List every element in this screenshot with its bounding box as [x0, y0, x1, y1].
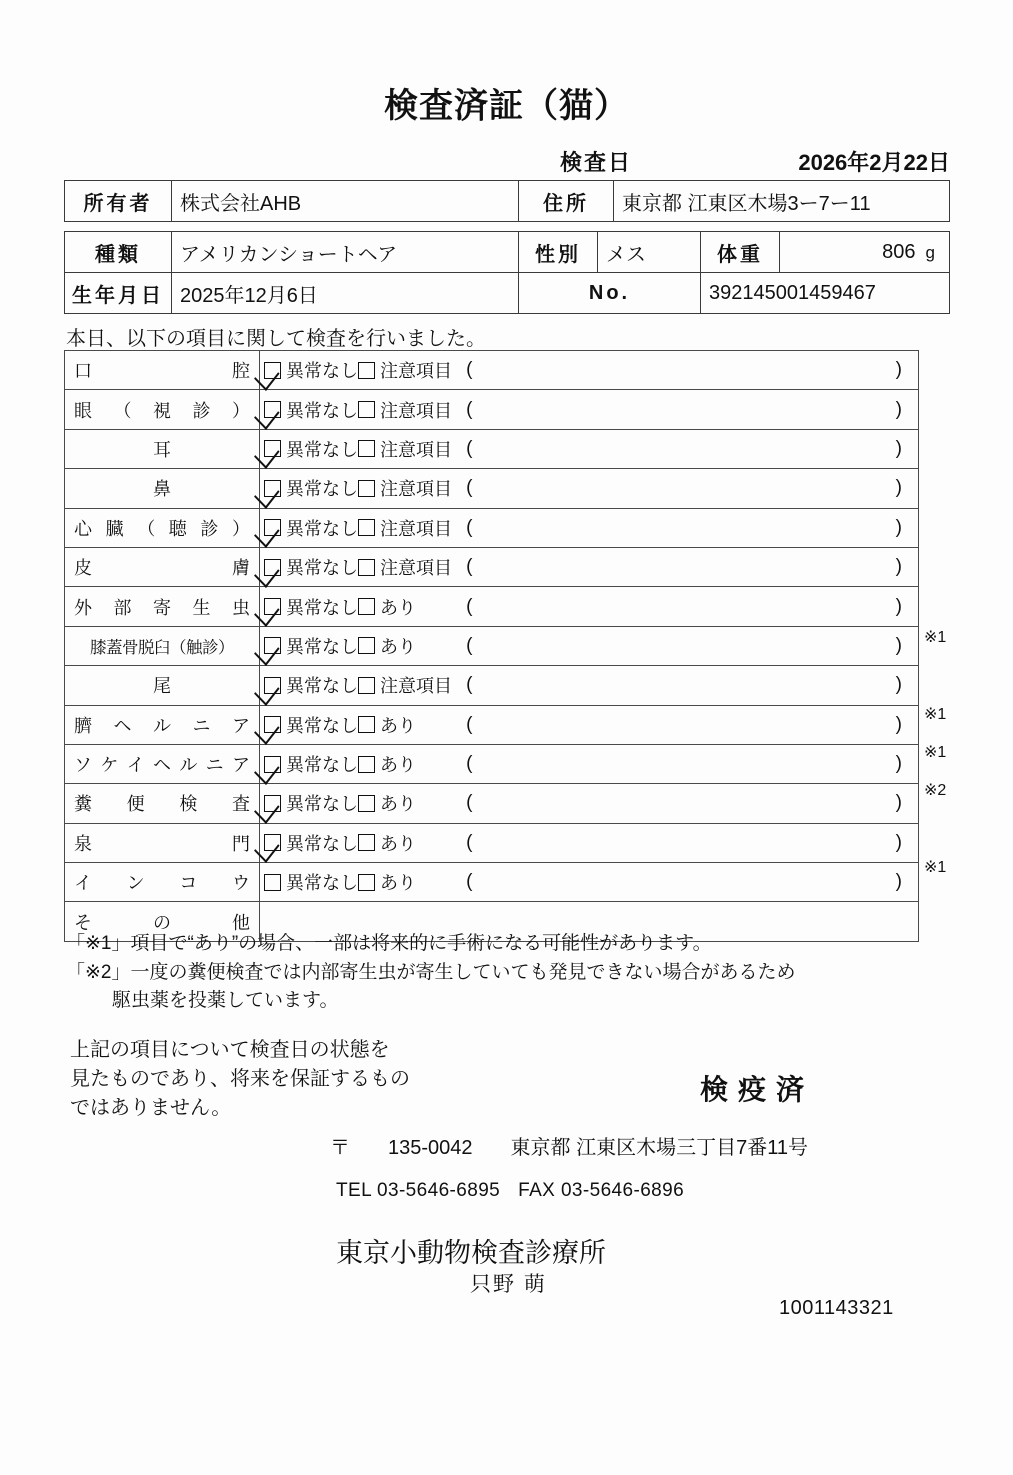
checklist-item-label: イ ン コ ウ — [74, 873, 250, 894]
checklist-option-a-label: 異常なし — [286, 755, 358, 776]
checklist-item-label-cell — [65, 784, 260, 823]
intro-sentence: 本日、以下の項目に関して検査を行いました。 — [66, 328, 486, 350]
animal-table — [64, 231, 950, 314]
checklist-note-marker — [924, 887, 994, 925]
checklist-item-options-cell — [260, 784, 919, 823]
remark-paren-close: ) — [895, 674, 902, 696]
checkmark-icon[interactable] — [264, 440, 281, 457]
reference-number: 1001143321 — [779, 1297, 894, 1319]
remark-paren-close: ) — [895, 634, 902, 656]
remark-paren-close: ) — [895, 398, 902, 420]
checklist-item-label: 臍 ヘ ル ニ ア — [74, 715, 250, 736]
table-row — [65, 181, 950, 222]
checklist-item-options-cell — [260, 863, 919, 902]
remark-paren-open: ( — [466, 753, 473, 775]
checklist-item-label-cell — [65, 863, 260, 902]
checklist-item-label: 皮 膚 — [74, 558, 250, 579]
checklist-row — [65, 547, 919, 586]
checklist-item-options-cell — [260, 390, 919, 429]
checklist-note-marker — [924, 542, 994, 580]
checkbox-icon[interactable] — [358, 559, 375, 576]
footnote-line-1: 「※1」項目で“あり”の場合、一部は将来的に手術になる可能性があります。 — [66, 933, 712, 954]
checklist-row — [65, 429, 919, 468]
normal-option[interactable] — [264, 751, 358, 777]
checklist-item-label-cell — [65, 626, 260, 665]
table-row — [65, 273, 950, 314]
address-value: 東京都 江東区木場3ー7ー11 — [614, 181, 950, 222]
clinic-fax: FAX 03-5646-6896 — [518, 1180, 685, 1201]
disclaimer-line-2: 見たものであり、将来を保証するもの — [70, 1068, 410, 1090]
checkbox-icon[interactable] — [358, 480, 375, 497]
checklist-option-b-label: 注意項目 — [380, 558, 452, 579]
checklist-item-label-cell — [65, 705, 260, 744]
finding-option[interactable] — [358, 397, 462, 423]
footnotes — [66, 930, 946, 1016]
checkmark-icon[interactable] — [264, 598, 281, 615]
checklist-item-options-cell — [260, 508, 919, 547]
checklist-option-a-label: 異常なし — [286, 715, 358, 736]
checklist-note-marker: ※1 — [924, 628, 947, 646]
checklist-option-a-label: 異常なし — [286, 676, 358, 697]
quarantine-stamp: 検疫済 — [700, 1074, 815, 1105]
checkmark-icon[interactable] — [264, 401, 281, 418]
checklist-row — [65, 744, 919, 783]
postal-code: 135-0042 — [388, 1137, 473, 1159]
checklist-row — [65, 666, 919, 705]
checklist-item-label-cell — [65, 429, 260, 468]
checklist-item-label: 口 腔 — [74, 361, 250, 382]
checkbox-icon[interactable] — [358, 677, 375, 694]
address-label: 住所 — [519, 181, 614, 222]
remark-paren-open: ( — [466, 634, 473, 656]
checklist-item-label: 心 臓 （ 聴 診 ） — [74, 518, 250, 539]
normal-option[interactable] — [264, 712, 358, 738]
checkbox-icon[interactable] — [358, 519, 375, 536]
sex-value: メス — [598, 232, 701, 273]
checklist-row — [65, 469, 919, 508]
page-title: 検査済証（猫） — [384, 87, 629, 125]
checklist-option-b-label: 注意項目 — [380, 479, 452, 500]
checklist-row — [65, 784, 919, 823]
checkmark-icon[interactable] — [264, 637, 281, 654]
checklist-note-marker: ※1 — [924, 743, 947, 761]
checklist-note-marker — [924, 388, 994, 426]
checklist-note-marker — [924, 350, 994, 388]
remark-paren-close: ) — [895, 713, 902, 735]
clinic-tel: TEL 03-5646-6895 — [336, 1180, 501, 1201]
checklist-item-label: 尾 — [153, 676, 171, 697]
checkmark-icon[interactable] — [264, 480, 281, 497]
checkmark-icon[interactable] — [264, 834, 281, 851]
checkbox-icon[interactable] — [264, 874, 281, 891]
checkmark-icon[interactable] — [264, 795, 281, 812]
checklist-item-options-cell — [260, 351, 919, 390]
checklist-note-marker — [924, 465, 994, 503]
checklist-note-marker: ※2 — [924, 782, 947, 800]
checklist-item-options-cell — [260, 587, 919, 626]
checklist-item-label: そ の 他 — [74, 912, 250, 933]
checklist-item-label-cell — [65, 823, 260, 862]
checklist-item-options-cell — [260, 429, 919, 468]
finding-option[interactable] — [358, 357, 462, 383]
checklist-row — [65, 626, 919, 665]
checklist-item-label: 糞 便 検 査 — [74, 794, 250, 815]
remark-paren-close: ) — [895, 516, 902, 538]
checklist-item-label-cell — [65, 508, 260, 547]
remark-paren-close: ) — [895, 831, 902, 853]
remark-paren-open: ( — [466, 556, 473, 578]
normal-option[interactable] — [264, 515, 358, 541]
checklist-item-options-cell — [260, 666, 919, 705]
checklist-option-b-label: 注意項目 — [380, 676, 452, 697]
exam-date-row — [560, 146, 950, 177]
checklist-item-options-cell — [260, 626, 919, 665]
remark-paren-open: ( — [466, 595, 473, 617]
clinic-name: 東京小動物検査診療所 — [336, 1238, 606, 1268]
checkmark-icon[interactable] — [264, 362, 281, 379]
checkbox-icon[interactable] — [358, 795, 375, 812]
checklist-option-a-label: 異常なし — [286, 518, 358, 539]
remark-paren-open: ( — [466, 516, 473, 538]
checkmark-icon[interactable] — [264, 716, 281, 733]
note-marker-column — [924, 350, 994, 926]
checklist-option-a-label: 異常なし — [286, 479, 358, 500]
normal-option[interactable] — [264, 790, 358, 816]
weight-label: 体重 — [701, 232, 780, 273]
no-value: 392145001459467 — [701, 273, 950, 314]
checklist-option-a-label: 異常なし — [286, 361, 358, 382]
checkbox-icon[interactable] — [358, 440, 375, 457]
checklist-row — [65, 823, 919, 862]
remark-paren-open: ( — [466, 871, 473, 893]
checklist-row — [65, 390, 919, 429]
finding-option[interactable] — [358, 712, 462, 738]
checklist-note-marker — [924, 657, 994, 695]
checkmark-icon[interactable] — [264, 519, 281, 536]
checkbox-icon[interactable] — [358, 598, 375, 615]
remark-paren-close: ) — [895, 595, 902, 617]
checklist-item-label: 膝蓋骨脱臼（触診） — [90, 638, 234, 657]
checkbox-icon[interactable] — [358, 362, 375, 379]
finding-option[interactable] — [358, 436, 462, 462]
disclaimer-line-1: 上記の項目について検査日の状態を — [70, 1039, 390, 1061]
checklist-option-b-label: あり — [380, 715, 416, 736]
checklist-note-marker — [924, 504, 994, 542]
finding-option[interactable] — [358, 790, 462, 816]
checklist-option-b-label: 注意項目 — [380, 400, 452, 421]
checklist-row — [65, 863, 919, 902]
checklist-item-options-cell — [260, 705, 919, 744]
clinic-address: 東京都 江東区木場三丁目7番11号 — [510, 1137, 808, 1159]
checkmark-icon[interactable] — [264, 756, 281, 773]
table-row — [65, 232, 950, 273]
remark-paren-close: ) — [895, 792, 902, 814]
birth-value: 2025年12月6日 — [172, 273, 519, 314]
normal-option[interactable] — [264, 397, 358, 423]
checkbox-icon[interactable] — [358, 401, 375, 418]
checklist-item-options-cell — [260, 547, 919, 586]
owner-value: 株式会社AHB — [172, 181, 519, 222]
checklist-option-b-label: あり — [380, 873, 416, 894]
checklist-note-marker: ※1 — [924, 859, 947, 877]
checklist-item-label: 眼 （ 視 診 ） — [74, 400, 250, 421]
disclaimer-line-3: ではありません。 — [70, 1097, 232, 1119]
checklist-option-b-label: 注意項目 — [380, 439, 452, 460]
checklist-option-b-label: あり — [380, 597, 416, 618]
remark-paren-close: ) — [895, 871, 902, 893]
remark-paren-open: ( — [466, 674, 473, 696]
finding-option[interactable] — [358, 830, 462, 856]
checkmark-icon[interactable] — [264, 559, 281, 576]
remark-paren-open: ( — [466, 359, 473, 381]
checklist-option-a-label: 異常なし — [286, 400, 358, 421]
finding-option[interactable] — [358, 633, 462, 659]
checkmark-icon[interactable] — [264, 677, 281, 694]
remark-paren-close: ) — [895, 556, 902, 578]
checklist-item-options-cell — [260, 744, 919, 783]
postal-mark-icon: 〒 — [330, 1137, 350, 1159]
normal-option[interactable] — [264, 672, 358, 698]
checklist-item-options-cell — [260, 469, 919, 508]
checklist-item-label-cell — [65, 469, 260, 508]
checkbox-icon[interactable] — [358, 637, 375, 654]
remark-paren-open: ( — [466, 437, 473, 459]
checklist-item-options-cell — [260, 823, 919, 862]
checklist-item-label-cell — [65, 666, 260, 705]
checklist-row — [65, 508, 919, 547]
checkbox-icon[interactable] — [358, 716, 375, 733]
checklist-item-label: 外 部 寄 生 虫 — [74, 597, 250, 618]
checklist-row — [65, 351, 919, 390]
checklist-option-a-label: 異常なし — [286, 558, 358, 579]
normal-option[interactable] — [264, 436, 358, 462]
remark-paren-close: ) — [895, 477, 902, 499]
checklist-option-a-label: 異常なし — [286, 794, 358, 815]
remark-paren-open: ( — [466, 477, 473, 499]
remark-paren-close: ) — [895, 437, 902, 459]
checkbox-icon[interactable] — [358, 874, 375, 891]
disclaimer — [70, 1036, 500, 1123]
checklist-item-label-cell — [65, 547, 260, 586]
no-label: No. — [519, 273, 701, 314]
weight-unit: g — [925, 242, 935, 262]
exam-date-value: 2026年2月22日 — [798, 150, 950, 175]
normal-option[interactable] — [264, 869, 358, 895]
normal-option[interactable] — [264, 554, 358, 580]
finding-option[interactable] — [358, 594, 462, 620]
weight-value-cell — [780, 232, 950, 273]
normal-option[interactable] — [264, 357, 358, 383]
checklist-option-a-label: 異常なし — [286, 597, 358, 618]
checklist-option-b-label: 注意項目 — [380, 518, 452, 539]
remark-paren-open: ( — [466, 831, 473, 853]
checkbox-icon[interactable] — [358, 834, 375, 851]
remark-paren-open: ( — [466, 398, 473, 420]
finding-option[interactable] — [358, 475, 462, 501]
checklist-option-b-label: 注意項目 — [380, 361, 452, 382]
breed-label: 種類 — [65, 232, 172, 273]
breed-value: アメリカンショートヘア — [172, 232, 519, 273]
checklist-item-label: 鼻 — [153, 479, 171, 500]
inspection-checklist-table — [64, 350, 919, 942]
checklist-option-b-label: あり — [380, 794, 416, 815]
checklist-item-label-cell — [65, 744, 260, 783]
normal-option[interactable] — [264, 830, 358, 856]
checklist-note-marker — [924, 427, 994, 465]
finding-option[interactable] — [358, 672, 462, 698]
finding-option[interactable] — [358, 869, 462, 895]
clinic-address-line — [330, 1131, 808, 1160]
owner-table — [64, 180, 950, 222]
checklist-option-a-label: 異常なし — [286, 636, 358, 657]
remark-paren-open: ( — [466, 713, 473, 735]
sex-label: 性別 — [519, 232, 598, 273]
remark-paren-open: ( — [466, 792, 473, 814]
remark-paren-close: ) — [895, 753, 902, 775]
weight-value: 806 — [882, 240, 916, 263]
checklist-row — [65, 587, 919, 626]
checklist-note-marker: ※1 — [924, 705, 947, 723]
checkbox-icon[interactable] — [358, 756, 375, 773]
checklist-item-label: 耳 — [153, 439, 171, 460]
owner-label: 所有者 — [65, 181, 172, 222]
remark-paren-close: ) — [895, 359, 902, 381]
normal-option[interactable] — [264, 633, 358, 659]
checklist-option-a-label: 異常なし — [286, 873, 358, 894]
checklist-item-label-cell — [65, 587, 260, 626]
birth-label: 生年月日 — [65, 273, 172, 314]
finding-option[interactable] — [358, 751, 462, 777]
checklist-item-label: ソ ケ イ ヘ ル ニ ア — [74, 755, 250, 776]
veterinarian-name: 只野 萌 — [470, 1273, 547, 1296]
checklist-note-marker — [924, 580, 994, 618]
finding-option[interactable] — [358, 515, 462, 541]
normal-option[interactable] — [264, 475, 358, 501]
checklist-row — [65, 705, 919, 744]
footnote-line-2: 「※2」一度の糞便検査では内部寄生虫が寄生していても発見できない場合があるため — [66, 961, 796, 983]
clinic-contact-line — [336, 1180, 684, 1202]
checklist-item-label: 泉 門 — [74, 833, 250, 854]
checklist-item-label-cell — [65, 351, 260, 390]
checklist-option-b-label: あり — [380, 636, 416, 657]
checklist-option-b-label: あり — [380, 833, 416, 854]
checklist-note-marker — [924, 811, 994, 849]
checklist-option-a-label: 異常なし — [286, 833, 358, 854]
checklist-option-a-label: 異常なし — [286, 439, 358, 460]
checklist-option-b-label: あり — [380, 755, 416, 776]
finding-option[interactable] — [358, 554, 462, 580]
checklist-item-label-cell — [65, 390, 260, 429]
footnote-line-3: 駆虫薬を投薬しています。 — [112, 990, 339, 1011]
normal-option[interactable] — [264, 594, 358, 620]
exam-date-label: 検査日 — [560, 150, 633, 175]
